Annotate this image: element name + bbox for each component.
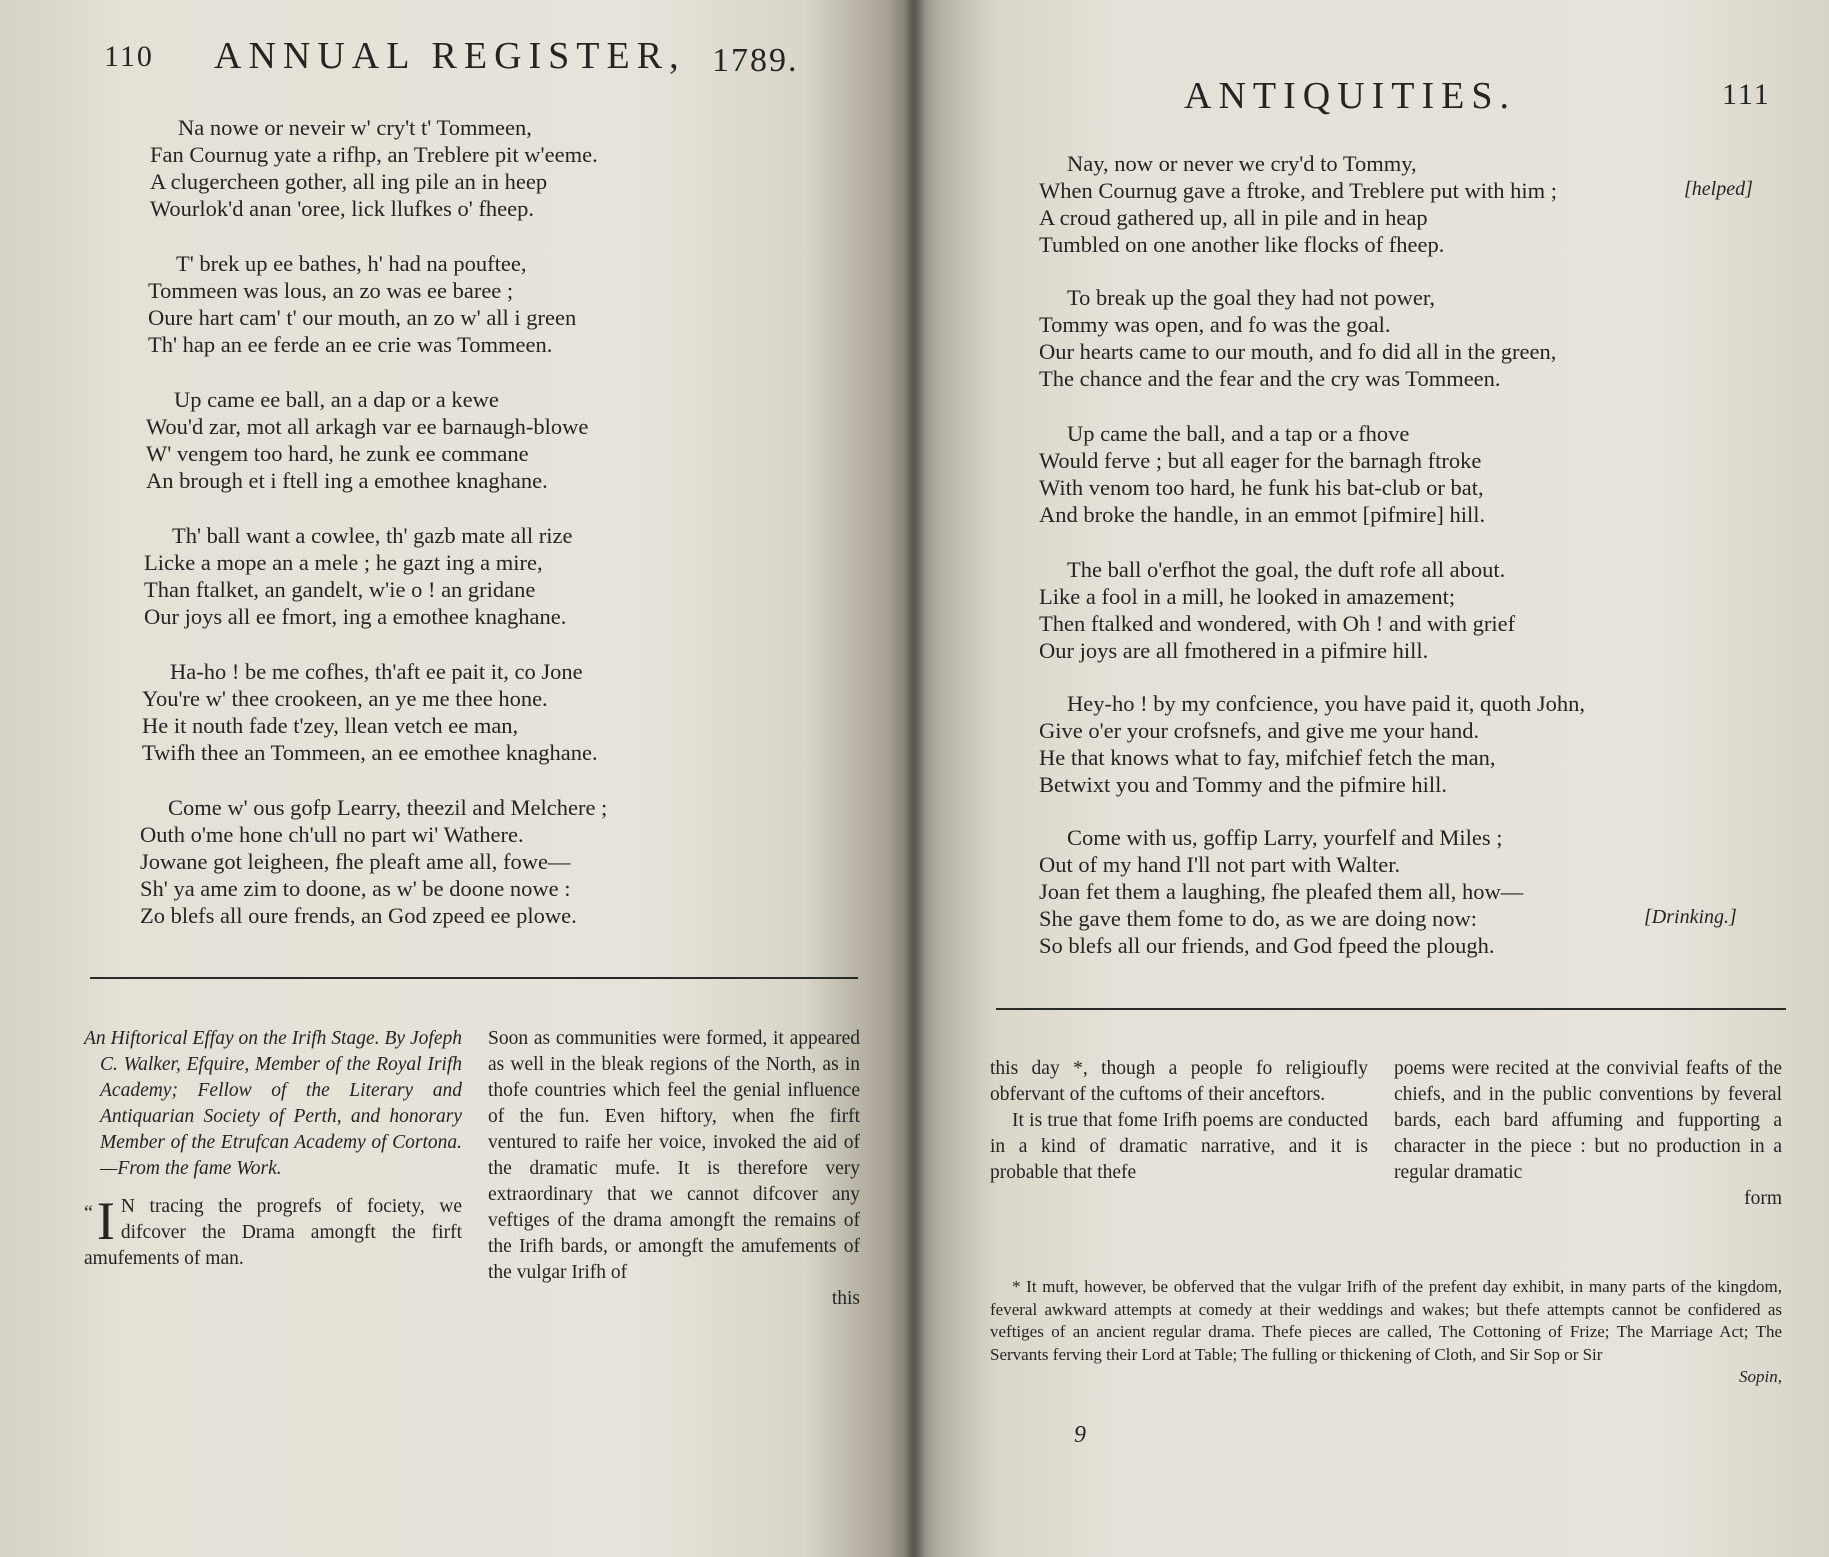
book-gutter [904, 0, 926, 1557]
right-stanza-3 [1039, 420, 1485, 528]
left-page-number: 110 [104, 40, 154, 73]
verse-line: Zo blefs all oure frends, an God zpeed ee plowe. [140, 903, 577, 928]
right-running-head: ANTIQUITIES. [1184, 75, 1517, 117]
verse-line: Tommy was open, and fo was the goal. [1039, 312, 1391, 337]
verse-line: Up came the ball, and a tap or a fhove [1067, 421, 1410, 446]
verse-line: An brough et i ftell ing a emothee knaghane. [146, 468, 548, 493]
essay-title: An Hiftorical Effay on the Irifh Stage. By Jofeph C. Walker, Efquire, Member of the Royal Irifh Academy; Fellow of the Literary and Antiquarian Society of Perth, and honorary Member of the Etrufcan Academy of Cortona.—From the fame Work. [84, 1028, 462, 1179]
left-stanza-2 [148, 250, 576, 358]
verse-line: So blefs all our friends, and God fpeed the plough. [1039, 933, 1495, 958]
right-page-number: 111 [1722, 78, 1771, 111]
verse-line: He that knows what to fay, mifchief fetch the man, [1039, 745, 1496, 770]
right-col2-text: poems were recited at the convivial feafts of the chiefs, and in the public conventions by feveral bards, each bard affuming and fupporting a character in the piece : but no production in a regular dramatic [1394, 1058, 1782, 1183]
verse-line: Give o'er your crofsnefs, and give me your hand. [1039, 718, 1480, 743]
right-column-2 [1394, 1056, 1782, 1212]
verse-line: Twifh thee an Tommeen, an ee emothee knaghane. [142, 740, 598, 765]
footnote-text: * It muft, however, be obferved that the vulgar Irifh of the prefent day exhibit, in many parts of the kingdom, feveral awkward attempts at comedy at their weddings and wakes; but thefe attempts cannot be confidered as veftiges of an ancient regular drama. Thefe pieces are called, The Cottoning of Frize; The Marriage Act; The Servants ferving their Lord at Table; The fulling or thickening of Cloth, and Sir Sop or Sir [990, 1277, 1782, 1364]
verse-line: He it nouth fade t'zey, llean vetch ee man, [142, 713, 519, 738]
verse-line: The chance and the fear and the cry was Tommeen. [1039, 366, 1501, 391]
verse-line: Come w' ous gofp Learry, theezil and Melchere ; [168, 795, 608, 820]
drop-cap: I [96, 1191, 115, 1251]
verse-line: A croud gathered up, all in pile and in heap [1039, 205, 1428, 230]
essay-col2-text: Soon as communities were formed, it appeared as well in the bleak regions of the North, as in thofe countries which feel the genial influence of the fun. Even hiftory, when fhe firft ventured to raife her voice, invoked the aid of the dramatic mufe. It is therefore very extraordinary that we cannot difcover any veftiges of the drama amongft the remains of the Irifh bards, or amongft the amufements of the vulgar Irifh of [488, 1028, 860, 1283]
signature-mark: 9 [1074, 1422, 1086, 1448]
verse-line: Tumbled on one another like flocks of fheep. [1039, 232, 1445, 257]
left-page [0, 0, 914, 1557]
essay-col1-text: N tracing the progrefs of fociety, we difcover the Drama amongft the firft amufements of man. [84, 1196, 462, 1269]
verse-line: You're w' thee crookeen, an ye me thee hone. [142, 686, 548, 711]
verse-line: Out of my hand I'll not part with Walter. [1039, 852, 1401, 877]
right-col1-para1: this day *, though a people fo religioufly obfervant of the cuftoms of their anceftors. [990, 1058, 1368, 1105]
verse-line: Than ftalket, an gandelt, w'ie o ! an gridane [144, 577, 536, 602]
catchword: this [831, 1288, 860, 1309]
verse-line: Sh' ya ame zim to doone, as w' be doone nowe : [140, 876, 571, 901]
verse-line: Our joys all ee fmort, ing a emothee knaghane. [144, 604, 567, 629]
verse-line: Our joys are all fmothered in a pifmire hill. [1039, 638, 1429, 663]
left-stanza-6 [140, 794, 607, 929]
open-quote: “ [84, 1202, 93, 1224]
right-stanza-4 [1039, 556, 1515, 664]
gloss-helped: [helped] [1684, 178, 1753, 200]
footnote-catchword: Sopin, [1739, 1367, 1782, 1386]
right-stanza-1 [1039, 150, 1557, 258]
verse-line: Joan fet them a laughing, fhe pleafed them all, how— [1039, 879, 1524, 904]
verse-line: Na nowe or neveir w' cry't t' Tommeen, [178, 115, 532, 140]
section-rule [90, 977, 858, 979]
verse-line: Jowane got leigheen, fhe pleaft ame all, fowe— [140, 849, 571, 874]
verse-line: Like a fool in a mill, he looked in amazement; [1039, 584, 1456, 609]
verse-line: W' vengem too hard, he zunk ee commane [146, 441, 529, 466]
verse-line: A clugercheen gother, all ing pile an in heep [150, 169, 548, 194]
left-stanza-5 [142, 658, 598, 766]
verse-line: Th' hap an ee ferde an ee crie was Tommeen. [148, 332, 553, 357]
right-stanza-5 [1039, 690, 1585, 798]
footnote [990, 1276, 1782, 1389]
verse-line: Tommeen was lous, an zo was ee baree ; [148, 278, 514, 303]
verse-line: Fan Cournug yate a rifhp, an Treblere pit w'eeme. [150, 142, 598, 167]
verse-line: T' brek up ee bathes, h' had na pouftee, [176, 251, 527, 276]
verse-line: The ball o'erfhot the goal, the duft rofe all about. [1067, 557, 1506, 582]
verse-line: Th' ball want a cowlee, th' gazb mate all rize [172, 523, 573, 548]
verse-line: Oure hart cam' t' our mouth, an zo w' all i green [148, 305, 577, 330]
right-column-1 [990, 1056, 1368, 1186]
left-running-year: 1789. [712, 42, 799, 79]
verse-line: Licke a mope an a mele ; he gazt ing a mire, [144, 550, 543, 575]
verse-line: Come with us, goffip Larry, yourfelf and Miles ; [1067, 825, 1503, 850]
left-stanza-3 [146, 386, 588, 494]
gloss-drinking: [Drinking.] [1644, 906, 1737, 928]
left-stanza-1 [150, 114, 598, 222]
verse-line: Hey-ho ! by my confcience, you have paid it, quoth John, [1067, 691, 1585, 716]
verse-line: Ha-ho ! be me cofhes, th'aft ee pait it, co Jone [170, 659, 583, 684]
essay-column-2 [488, 1026, 860, 1312]
right-col1-para2: It is true that fome Irifh poems are conducted in a kind of dramatic narrative, and it is probable that thefe [990, 1110, 1368, 1183]
verse-line: Outh o'me hone ch'ull no part wi' Wathere. [140, 822, 524, 847]
verse-line: With venom too hard, he funk his bat-club or bat, [1039, 475, 1484, 500]
verse-line: Nay, now or never we cry'd to Tommy, [1067, 151, 1417, 176]
verse-line: Wourlok'd anan 'oree, lick llufkes o' fheep. [150, 196, 534, 221]
left-stanza-4 [144, 522, 572, 630]
verse-line: Our hearts came to our mouth, and fo did all in the green, [1039, 339, 1557, 364]
catchword: form [1744, 1188, 1782, 1209]
right-stanza-2 [1039, 284, 1556, 392]
section-rule [996, 1008, 1786, 1010]
essay-column-1 [84, 1026, 462, 1272]
verse-line: When Cournug gave a ftroke, and Treblere put with him ; [1039, 178, 1558, 203]
verse-line: And broke the handle, in an emmot [pifmire] hill. [1039, 502, 1486, 527]
verse-line: Betwixt you and Tommy and the pifmire hill. [1039, 772, 1447, 797]
verse-line: Would ferve ; but all eager for the barnagh ftroke [1039, 448, 1482, 473]
essay-opening [84, 1191, 462, 1272]
verse-line: Then ftalked and wondered, with Oh ! and with grief [1039, 611, 1516, 636]
left-running-head: ANNUAL REGISTER, [214, 35, 686, 77]
right-page [914, 0, 1829, 1557]
verse-line: Up came ee ball, an a dap or a kewe [174, 387, 499, 412]
right-stanza-6 [1039, 824, 1523, 959]
verse-line: Wou'd zar, mot all arkagh var ee barnaugh-blowe [146, 414, 589, 439]
verse-line: She gave them fome to do, as we are doing now: [1039, 906, 1478, 931]
verse-line: To break up the goal they had not power, [1067, 285, 1436, 310]
